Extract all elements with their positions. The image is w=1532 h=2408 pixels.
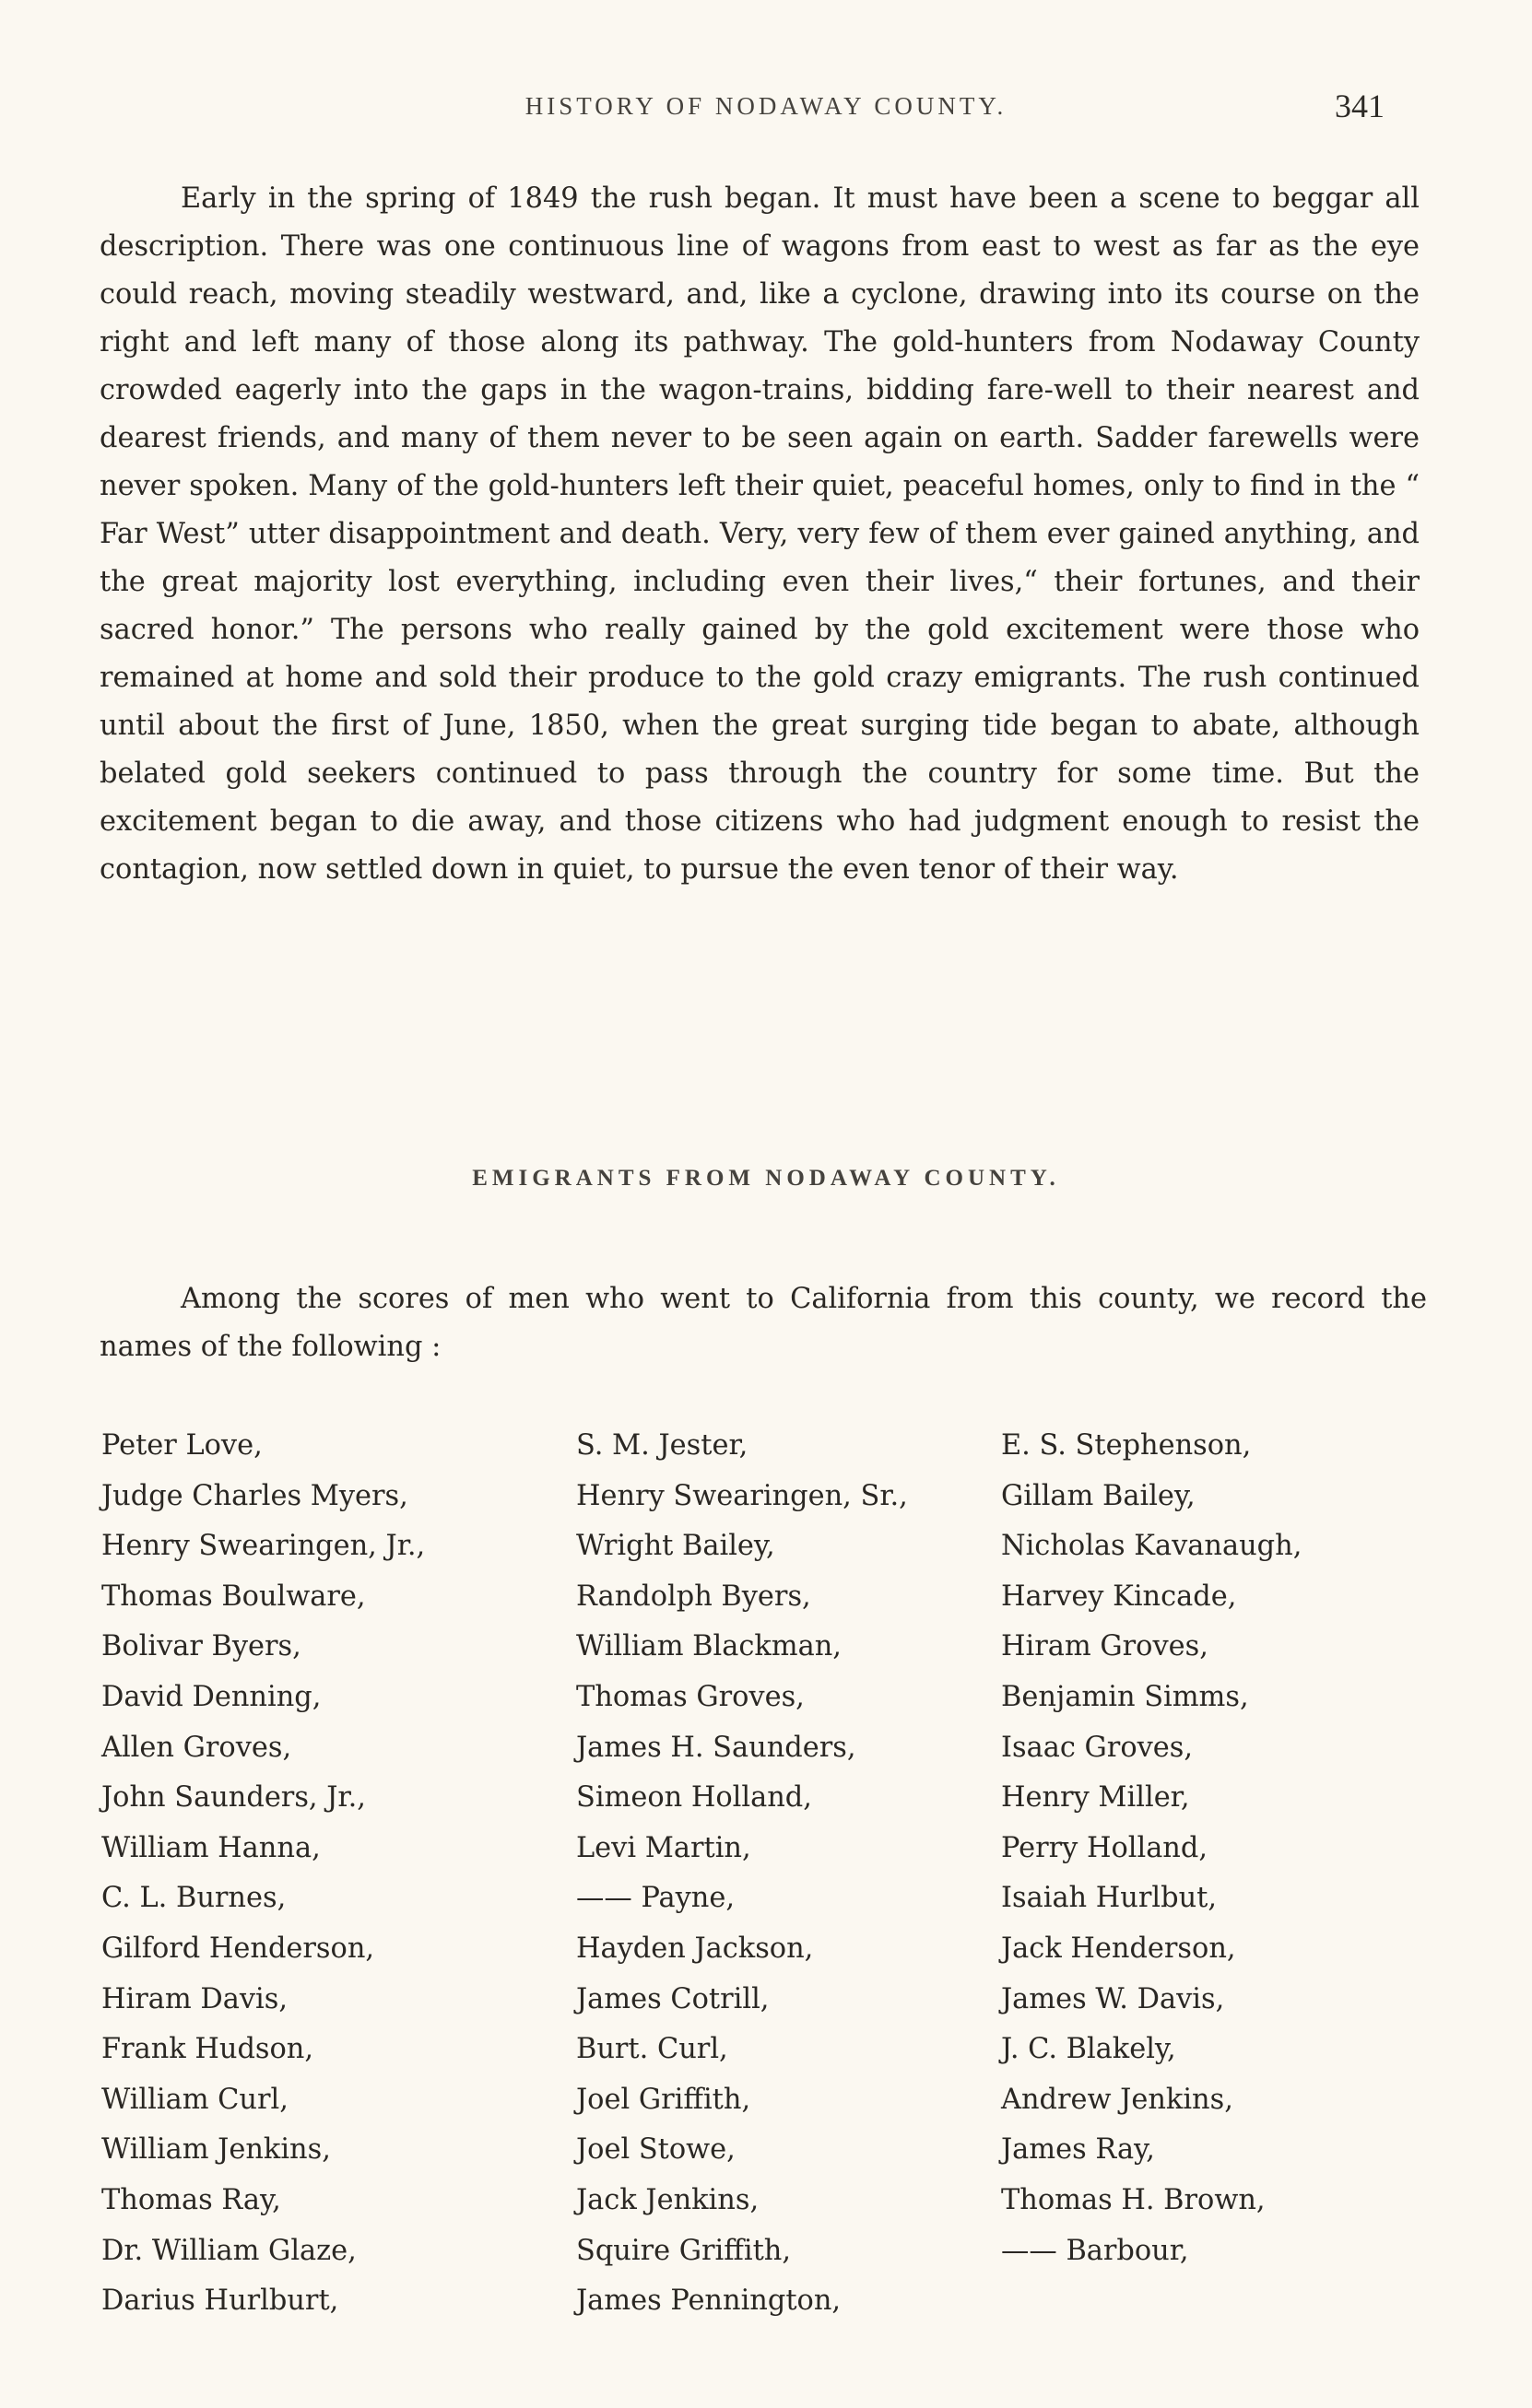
- name-entry: Joel Griffith,: [576, 2083, 751, 2116]
- name-entry: Hayden Jackson,: [576, 1932, 814, 1965]
- name-entry: Isaiah Hurlbut,: [1001, 1882, 1218, 1915]
- name-entry: Wright Bailey,: [576, 1530, 775, 1563]
- name-entry: J. C. Blakely,: [1001, 2033, 1176, 2066]
- name-entry: Jack Jenkins,: [576, 2183, 760, 2216]
- running-title: HISTORY OF NODAWAY COUNTY.: [524, 92, 1008, 120]
- name-entry: William Blackman,: [576, 1630, 842, 1663]
- name-entry: Gilford Henderson,: [101, 1932, 375, 1965]
- name-entry: Peter Love,: [101, 1429, 263, 1462]
- name-entry: Perry Holland,: [1001, 1831, 1208, 1864]
- name-entry: Darius Hurlburt,: [101, 2285, 339, 2318]
- name-entry: Hiram Groves,: [1001, 1630, 1208, 1663]
- running-head: [0, 88, 1532, 129]
- name-entry: —— Payne,: [576, 1882, 736, 1915]
- section-heading: EMIGRANTS FROM NODAWAY COUNTY.: [472, 1166, 1060, 1191]
- name-entry: Thomas Boulware,: [101, 1580, 366, 1613]
- name-entry: William Curl,: [101, 2083, 289, 2116]
- name-entry: Simeon Holland,: [576, 1781, 812, 1815]
- name-entry: John Saunders, Jr.,: [101, 1781, 366, 1815]
- name-entry: Gillam Bailey,: [1001, 1479, 1196, 1512]
- name-entry: Randolph Byers,: [576, 1580, 811, 1613]
- name-entry: Thomas Groves,: [576, 1680, 805, 1713]
- name-entry: Thomas H. Brown,: [1001, 2183, 1266, 2216]
- name-entry: Thomas Ray,: [101, 2183, 281, 2216]
- name-entry: Isaac Groves,: [1001, 1731, 1194, 1764]
- name-entry: James W. Davis,: [1001, 1982, 1225, 2015]
- name-entry: James H. Saunders,: [576, 1731, 856, 1764]
- name-entry: Squire Griffith,: [576, 2234, 792, 2267]
- name-entry: Joel Stowe,: [576, 2133, 736, 2167]
- name-entry: —— Barbour,: [1001, 2234, 1189, 2267]
- name-entry: William Jenkins,: [101, 2133, 331, 2167]
- name-entry: Hiram Davis,: [101, 1982, 288, 2015]
- body-paragraph: Early in the spring of 1849 the rush began. It must have been a scene to beggar all description. There was one continuous line of wagons from east to west as far as the eye could reach, moving steadily westward, and, like a cyclone, drawing into its course on the right and left many of those along its pathway. The gold-hunters from Nodaway County crowded eagerly into the gaps in the wagon-trains, bidding fare-well to their nearest and dearest friends, and many of them never to be seen again on earth. Sadder farewells were never spoken. Many of the gold-hunters left their quiet, peaceful homes, only to find in the “ Far West” utter disappointment and death. Very, very few of them ever gained anything, and the great majority lost everything, including even their lives,“ their fortunes, and their sacred honor.” The persons who really gained by the gold excitement were those who remained at home and sold their produce to the gold crazy emigrants. The rush continued until about the first of June, 1850, when the great surging tide began to abate, although belated gold seekers continued to pass through the country for some time. But the excitement began to die away, and those citizens who had judgment enough to resist the contagion, now settled down in quiet, to pursue the even tenor of their way.: [100, 182, 1420, 886]
- name-entry: James Pennington,: [576, 2285, 842, 2318]
- name-entry: William Hanna,: [101, 1831, 321, 1864]
- name-entry: Harvey Kincade,: [1001, 1580, 1237, 1613]
- name-entry: Andrew Jenkins,: [1001, 2083, 1233, 2116]
- names-column-3: [1001, 1421, 1302, 2276]
- section-intro-paragraph: Among the scores of men who went to California from this county, we record the names of the following :: [100, 1283, 1427, 1363]
- name-entry: Levi Martin,: [576, 1831, 751, 1864]
- name-entry: Henry Swearingen, Sr.,: [576, 1479, 908, 1512]
- name-entry: S. M. Jester,: [576, 1429, 748, 1462]
- name-entry: Henry Swearingen, Jr.,: [101, 1530, 426, 1563]
- name-entry: Frank Hudson,: [101, 2033, 314, 2066]
- name-entry: C. L. Burnes,: [101, 1882, 287, 1915]
- name-entry: Dr. William Glaze,: [101, 2234, 357, 2267]
- name-entry: Allen Groves,: [101, 1731, 292, 1764]
- emigrant-names-list: [0, 1421, 1532, 2318]
- name-entry: James Cotrill,: [576, 1982, 770, 2015]
- name-entry: Judge Charles Myers,: [101, 1479, 408, 1512]
- page-number: 341: [1335, 88, 1385, 124]
- name-entry: E. S. Stephenson,: [1001, 1429, 1252, 1462]
- name-entry: Bolivar Byers,: [101, 1630, 301, 1663]
- name-entry: Benjamin Simms,: [1001, 1680, 1249, 1713]
- name-entry: Burt. Curl,: [576, 2033, 728, 2066]
- names-column-1: [101, 1421, 425, 2327]
- name-entry: Jack Henderson,: [1001, 1932, 1236, 1965]
- name-entry: David Denning,: [101, 1680, 322, 1713]
- name-entry: James Ray,: [1001, 2133, 1155, 2167]
- name-entry: Henry Miller,: [1001, 1781, 1190, 1815]
- name-entry: Nicholas Kavanaugh,: [1001, 1530, 1302, 1563]
- names-column-2: [576, 1421, 908, 2327]
